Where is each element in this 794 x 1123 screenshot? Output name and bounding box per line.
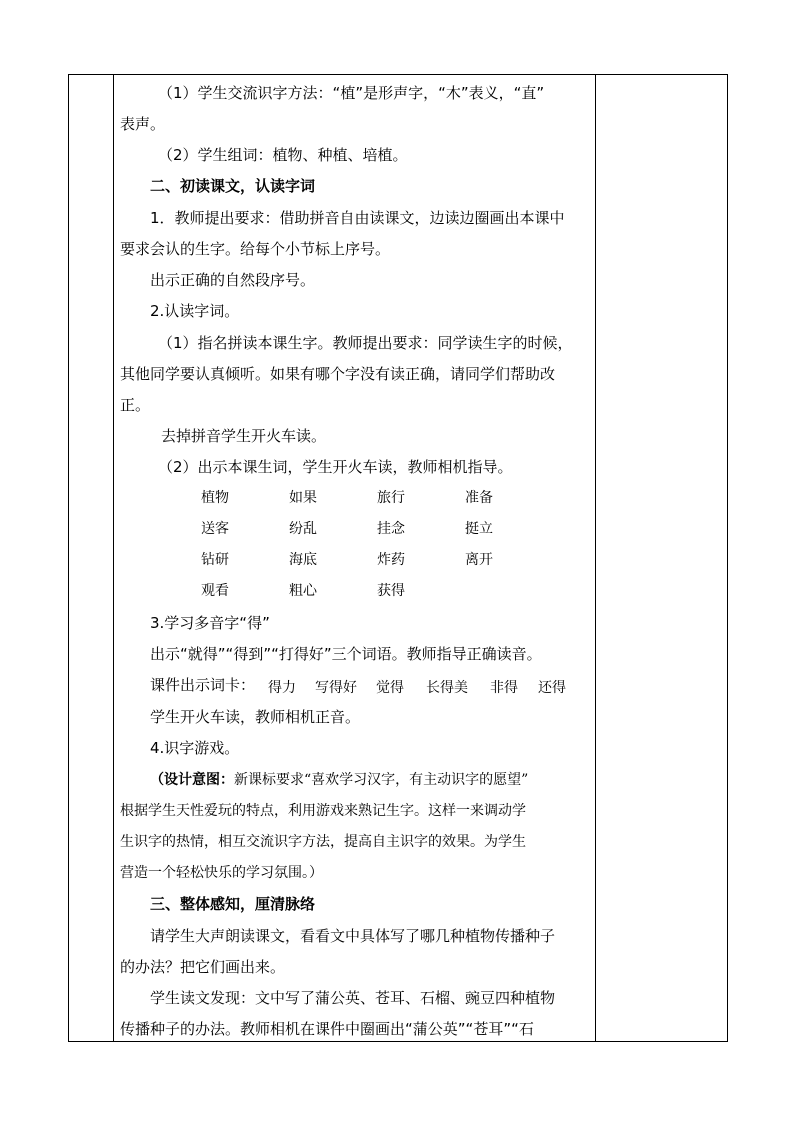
word: 获得	[377, 583, 405, 599]
word: 挂念	[377, 521, 405, 537]
design-intent: 生识字的热情，相互交流识字方法，提高自主识字的效果。为学生	[120, 834, 526, 850]
word-card: 写得好	[315, 680, 357, 696]
word: 纷乱	[289, 521, 317, 537]
word: 炸药	[377, 552, 405, 568]
word: 离开	[465, 552, 493, 568]
section-heading: 二、初读课文，认读字词	[150, 177, 316, 195]
paragraph: 其他同学要认真倾听。如果有哪个字没有读正确，请同学们帮助改	[120, 365, 556, 383]
design-intent-label: （设计意图：	[150, 772, 234, 788]
paragraph: 4.识字游戏。	[150, 739, 240, 757]
word: 观看	[201, 583, 229, 599]
table-divider-left	[113, 75, 114, 1041]
word: 旅行	[377, 490, 405, 506]
word-card: 长得美	[426, 680, 468, 696]
paragraph: （2）学生组词：植物、种植、培植。	[158, 146, 408, 164]
paragraph: 要求会认的生字。给每个小节标上序号。	[120, 240, 391, 258]
word: 挺立	[465, 521, 493, 537]
word: 钻研	[201, 552, 229, 568]
design-intent: 根据学生天性爱玩的特点，利用游戏来熟记生字。这样一来调动学	[120, 803, 526, 819]
paragraph: 去掉拼音学生开火车读。	[161, 427, 327, 445]
paragraph: （2）出示本课生词，学生开火车读，教师相机指导。	[158, 458, 513, 476]
paragraph: 出示“就得”“得到”“打得好”三个词语。教师指导正确读音。	[150, 645, 542, 663]
word-card: 觉得	[376, 680, 404, 696]
paragraph: 学生开火车读，教师相机正音。	[150, 708, 361, 726]
word-cards	[0, 677, 794, 697]
paragraph: 请学生大声朗读课文，看看文中具体写了哪几种植物传播种子	[150, 927, 556, 945]
paragraph: 3.学习多音字“得”	[150, 614, 270, 632]
paragraph: 学生读文发现：文中写了蒲公英、苍耳、石榴、豌豆四种植物	[150, 989, 556, 1007]
paragraph: 的办法？把它们画出来。	[120, 958, 286, 976]
paragraph: （1）学生交流识字方法：“植”是形声字，“木”表义，“直”	[158, 84, 545, 102]
word-card: 得力	[268, 680, 296, 696]
paragraph: 传播种子的办法。教师相机在课件中圈画出“蒲公英”“苍耳”“石	[120, 1020, 534, 1038]
word: 如果	[289, 490, 317, 506]
paragraph: 表声。	[120, 115, 166, 133]
paragraph: 2.认读字词。	[150, 302, 240, 320]
word: 粗心	[289, 583, 317, 599]
paragraph: 1．教师提出要求：借助拼音自由读课文，边读边圈画出本课中	[150, 209, 565, 227]
word: 送客	[201, 521, 229, 537]
paragraph: 正。	[120, 396, 151, 414]
card-label: 课件出示词卡：	[150, 676, 256, 694]
table-divider-right	[595, 75, 596, 1041]
word: 植物	[201, 490, 229, 506]
word-card: 非得	[490, 680, 518, 696]
design-intent: 营造一个轻松快乐的学习氛围。）	[120, 865, 323, 881]
paragraph: （1）指名拼读本课生字。教师提出要求：同学读生字的时候，	[158, 334, 573, 352]
paragraph: 出示正确的自然段序号。	[150, 271, 316, 289]
word-card: 还得	[538, 680, 566, 696]
design-intent-text: 新课标要求“喜欢学习汉字，有主动识字的愿望”	[234, 772, 529, 788]
word: 准备	[465, 490, 493, 506]
design-intent	[150, 770, 528, 790]
section-heading: 三、整体感知，厘清脉络	[150, 895, 316, 913]
word: 海底	[289, 552, 317, 568]
